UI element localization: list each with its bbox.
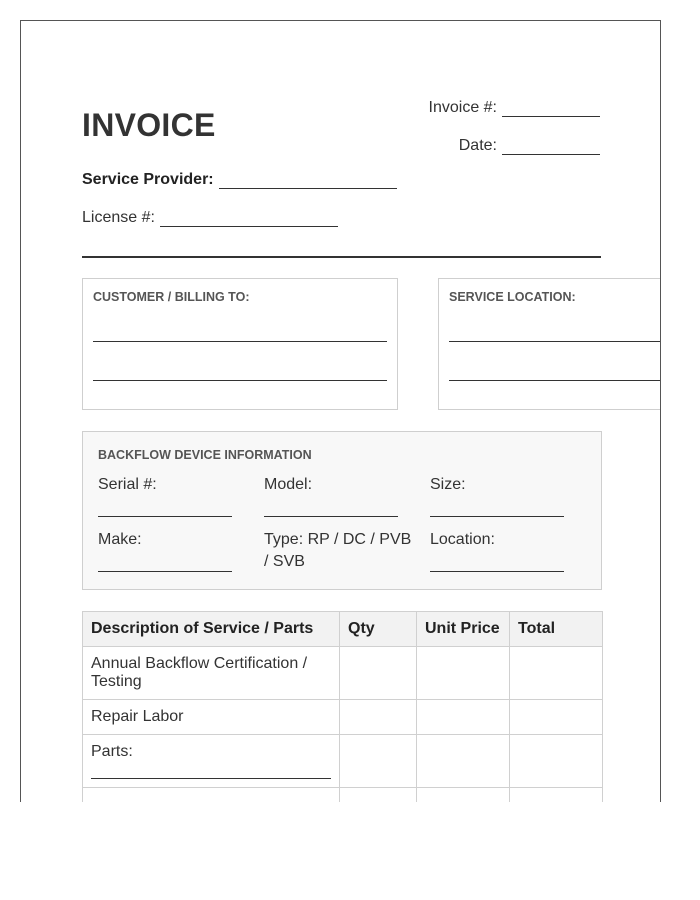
location-field-label: Location: (430, 531, 495, 548)
row-description[interactable] (83, 735, 340, 788)
table-header-row (83, 612, 603, 647)
row-description[interactable] (83, 647, 340, 700)
billing-label: CUSTOMER / BILLING TO: (93, 290, 250, 304)
row-total-cell[interactable] (510, 700, 603, 735)
service-items-table (82, 611, 603, 802)
parts-blank-line[interactable] (91, 778, 331, 779)
invoice-date-label: Date: (458, 137, 497, 154)
service-location-box (438, 278, 661, 410)
column-header-qty: Qty (340, 612, 417, 647)
size-line[interactable] (430, 516, 564, 517)
row-description[interactable] (83, 788, 340, 803)
invoice-date-blank[interactable] (502, 140, 600, 155)
service-location-label: SERVICE LOCATION: (449, 290, 576, 304)
header-divider (82, 256, 601, 258)
row-qty-cell[interactable] (340, 735, 417, 788)
service-provider-label: Service Provider: (82, 171, 214, 188)
table-row (83, 647, 603, 700)
make-field-label: Make: (98, 531, 142, 548)
invoice-number-row (429, 99, 600, 117)
row-total-cell[interactable] (510, 647, 603, 700)
service-provider-row (82, 171, 397, 189)
serial-line[interactable] (98, 516, 232, 517)
row-description[interactable] (83, 700, 340, 735)
billing-box (82, 278, 398, 410)
column-header-total: Total (510, 612, 603, 647)
row-qty-cell[interactable] (340, 647, 417, 700)
column-header-unit-price: Unit Price (417, 612, 510, 647)
description-text: Annual Backflow Certification / Testing (91, 655, 308, 690)
model-field-label: Model: (264, 476, 313, 493)
license-blank[interactable] (160, 212, 338, 227)
row-unit-price-cell[interactable] (417, 647, 510, 700)
invoice-number-blank[interactable] (502, 102, 600, 117)
make-line[interactable] (98, 571, 232, 572)
serial-field-label: Serial #: (98, 476, 157, 493)
table-row (83, 788, 603, 803)
row-total-cell[interactable] (510, 735, 603, 788)
row-total-cell[interactable] (510, 788, 603, 803)
description-text: Parts: (91, 743, 133, 760)
invoice-number-label: Invoice #: (428, 99, 497, 116)
type-field-label: Type: RP / DC / PVB / SVB (264, 531, 412, 570)
row-unit-price-cell[interactable] (417, 788, 510, 803)
invoice-sheet (20, 20, 661, 802)
device-info-box (82, 431, 602, 590)
column-header-description: Description of Service / Parts (83, 612, 340, 647)
location-line[interactable] (430, 571, 564, 572)
license-label: License #: (82, 209, 155, 226)
invoice-date-row (459, 137, 600, 155)
service-location-line-1[interactable] (449, 341, 661, 342)
model-line[interactable] (264, 516, 398, 517)
table-row (83, 735, 603, 788)
billing-line-2[interactable] (93, 380, 387, 381)
service-location-line-2[interactable] (449, 380, 661, 381)
device-info-title: BACKFLOW DEVICE INFORMATION (98, 448, 312, 462)
row-unit-price-cell[interactable] (417, 735, 510, 788)
service-provider-blank[interactable] (219, 174, 397, 189)
license-row (82, 209, 338, 227)
row-qty-cell[interactable] (340, 788, 417, 803)
description-text: Repair Labor (91, 708, 184, 725)
row-unit-price-cell[interactable] (417, 700, 510, 735)
billing-line-1[interactable] (93, 341, 387, 342)
size-field-label: Size: (430, 476, 466, 493)
invoice-title: INVOICE (82, 107, 216, 143)
table-row (83, 700, 603, 735)
row-qty-cell[interactable] (340, 700, 417, 735)
